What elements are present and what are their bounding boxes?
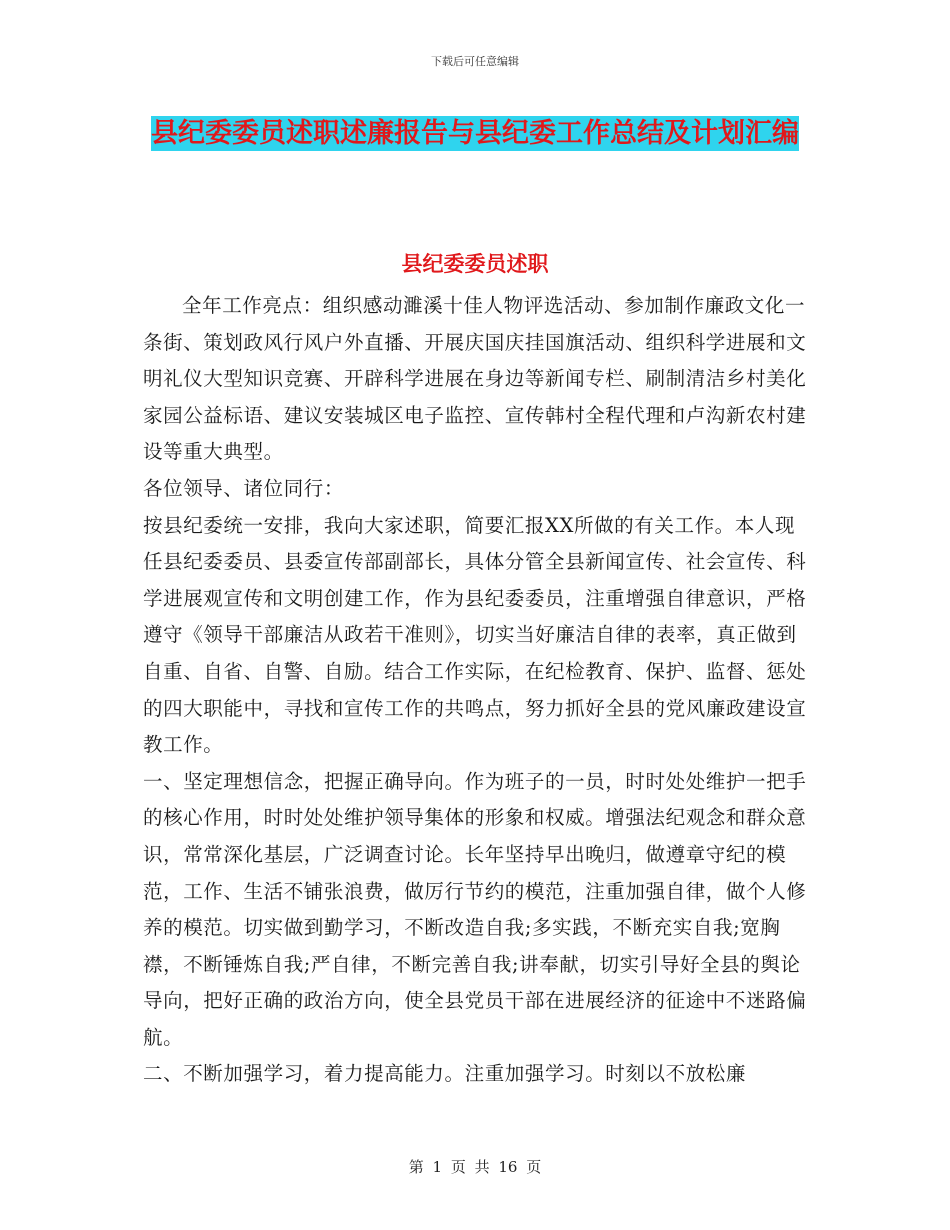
document-title-text: 县纪委委员述职述廉报告与县纪委工作总结及计划汇编 bbox=[151, 118, 799, 149]
page-footer: 第 1 页 共 16 页 bbox=[408, 1158, 542, 1176]
header-note: 下载后可任意编辑 bbox=[431, 55, 519, 68]
section-title: 县纪委委员述职 bbox=[401, 252, 549, 276]
document-body bbox=[143, 288, 807, 1093]
paragraph-greeting: 各位领导、诸位同行： bbox=[143, 476, 345, 500]
paragraph-section-two: 二、不断加强学习，着力提高能力。注重加强学习。时刻以不放松廉 bbox=[143, 1062, 747, 1086]
paragraph-intro: 按县纪委统一安排，我向大家述职，简要汇报XX所做的有关工作。本人现任县纪委委员、县委宣传部副部长，具体分管全县新闻宣传、社会宣传、科学进展观宣传和文明创建工作，作为县纪委委员，注重增强自律意识，严格遵守《领导干部廉洁从政若干准则》，切实当好廉洁自律的表率，真正做到自重、自省、自警、自励。结合工作实际，在纪检教育、保护、监督、惩处的四大职能中，寻找和宣传工作的共鸣点，努力抓好全县的党风廉政建设宣教工作。 bbox=[143, 513, 807, 757]
paragraph-section-one: 一、坚定理想信念，把握正确导向。作为班子的一员，时时处处维护一把手的核心作用，时时处处维护领导集体的形象和权威。增强法纪观念和群众意识，常常深化基层，广泛调查讨论。长年坚持早出晚归，做遵章守纪的模范，工作、生活不铺张浪费，做厉行节约的模范，注重加强自律，做个人修养的模范。切实做到勤学习，不断改造自我;多实践，不断充实自我;宽胸襟，不断锤炼自我;严自律，不断完善自我;讲奉献，切实引导好全县的舆论导向，把好正确的政治方向，使全县党员干部在进展经济的征途中不迷路偏航。 bbox=[143, 769, 807, 1049]
document-title bbox=[140, 110, 810, 158]
paragraph-highlights: 全年工作亮点：组织感动濉溪十佳人物评选活动、参加制作廉政文化一条街、策划政风行风户外直播、开展庆国庆挂国旗活动、组织科学进展和文明礼仪大型知识竞赛、开辟科学进展在身边等新闻专栏、刷制清洁乡村美化家园公益标语、建议安装城区电子监控、宣传韩村全程代理和卢沟新农村建设等重大典型。 bbox=[143, 294, 807, 464]
